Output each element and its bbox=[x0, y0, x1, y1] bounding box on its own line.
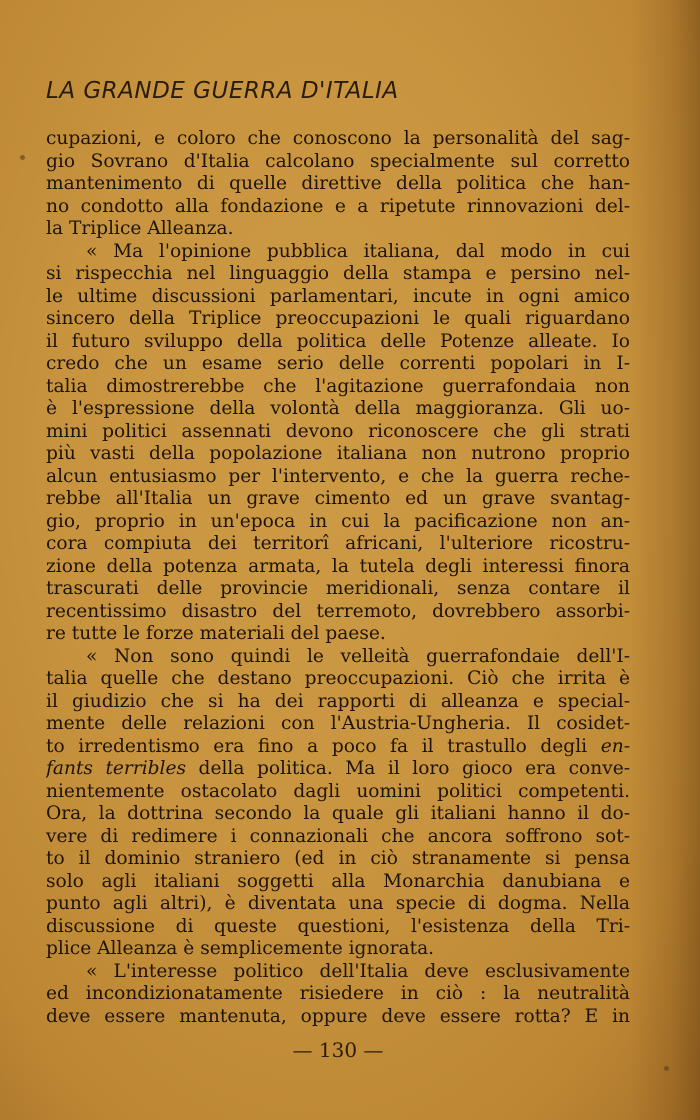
text-segment: to irredentismo era fino a poco fa il trastullo degli bbox=[46, 735, 601, 757]
text-line: Ora, la dottrina secondo la quale gli italiani hanno il do- bbox=[46, 803, 630, 824]
text-line: il futuro sviluppo della politica delle Potenze alleate. Io bbox=[46, 330, 630, 352]
text-line: più vasti della popolazione italiana non nutrono proprio bbox=[46, 443, 630, 464]
text-line: no condotto alla fondazione e a ripetute rinnovazioni del- bbox=[46, 195, 630, 217]
text-line: cupazioni, e coloro che conoscono la personalità del sag- bbox=[46, 128, 630, 149]
text-line: mantenimento di quelle direttive della politica che han- bbox=[46, 173, 630, 194]
page-edge-shadow bbox=[630, 0, 700, 1120]
text-line: « Ma l'opinione pubblica italiana, dal modo in cui bbox=[86, 240, 630, 262]
text-line: zione della potenza armata, la tutela degli interessi finora bbox=[46, 555, 630, 577]
paper-speck bbox=[664, 1066, 669, 1071]
text-line: ed incondizionatamente risiedere in ciò : la neutralità bbox=[46, 983, 630, 1004]
text-line: rebbe all'Italia un grave cimento ed un grave svantag- bbox=[46, 488, 630, 509]
text-line: solo agli italiani soggetti alla Monarchia danubiana e bbox=[46, 870, 630, 892]
text-line: punto agli altri), è diventata una specie di dogma. Nella bbox=[46, 893, 630, 914]
text-line bbox=[46, 758, 630, 781]
text-line: è l'espressione della volontà della maggioranza. Gli uo- bbox=[46, 398, 630, 419]
text-line: gio Sovrano d'Italia calcolano specialmente sul corretto bbox=[46, 150, 630, 172]
running-header: LA GRANDE GUERRA D'ITALIA bbox=[46, 78, 399, 104]
text-line: si rispecchia nel linguaggio della stampa e persino nel- bbox=[46, 263, 630, 284]
italic-phrase: en- bbox=[600, 735, 630, 757]
text-line: sincero della Triplice preoccupazioni le quali riguardano bbox=[46, 308, 630, 329]
text-line: la Triplice Alleanza. bbox=[46, 218, 234, 239]
text-line: to il dominio straniero (ed in ciò stranamente si pensa bbox=[46, 848, 630, 869]
text-line: credo che un esame serio delle correnti popolari in I- bbox=[46, 353, 630, 374]
text-line: alcun entusiasmo per l'intervento, e che la guerra reche- bbox=[46, 465, 630, 487]
text-line: nientemente ostacolato dagli uomini politici competenti. bbox=[46, 780, 630, 802]
text-line: il giudizio che si ha dei rapporti di alleanza e special- bbox=[46, 690, 630, 712]
italic-phrase: fants terribles bbox=[46, 758, 187, 779]
text-line: talia quelle che destano preoccupazioni. Ciò che irrita è bbox=[46, 668, 630, 689]
text-line: recentissimo disastro del terremoto, dovrebbero assorbi- bbox=[46, 600, 630, 622]
text-line: le ultime discussioni parlamentari, incute in ogni amico bbox=[46, 285, 630, 307]
text-line: mini politici assennati devono riconoscere che gli strati bbox=[46, 420, 630, 442]
page-number: — 130 — bbox=[292, 1038, 384, 1062]
text-line: discussione di queste questioni, l'esistenza della Tri- bbox=[46, 915, 630, 937]
text-line: vere di redimere i connazionali che ancora soffrono sot- bbox=[46, 825, 630, 847]
paper-speck bbox=[20, 155, 25, 160]
text-line: « L'interesse politico dell'Italia deve esclusivamente bbox=[86, 960, 630, 982]
body-text bbox=[46, 128, 630, 1028]
text-line bbox=[46, 736, 630, 759]
text-line: talia dimostrerebbe che l'agitazione guerrafondaia non bbox=[46, 375, 630, 397]
text-line: trascurati delle provincie meridionali, senza contare il bbox=[46, 578, 630, 599]
text-segment: della politica. Ma il loro gioco era conve- bbox=[186, 758, 630, 779]
text-line: deve essere mantenuta, oppure deve essere rotta? E in bbox=[46, 1005, 630, 1027]
text-line: re tutte le forze materiali del paese. bbox=[46, 623, 386, 644]
text-line: gio, proprio in un'epoca in cui la pacificazione non an- bbox=[46, 510, 630, 532]
text-line: cora compiuta dei territorî africani, l'ulteriore ricostru- bbox=[46, 533, 630, 554]
text-line: plice Alleanza è semplicemente ignorata. bbox=[46, 938, 435, 959]
text-line: mente delle relazioni con l'Austria-Ungheria. Il cosidet- bbox=[46, 713, 630, 734]
text-line: « Non sono quindi le velleità guerrafondaie dell'I- bbox=[86, 645, 630, 667]
